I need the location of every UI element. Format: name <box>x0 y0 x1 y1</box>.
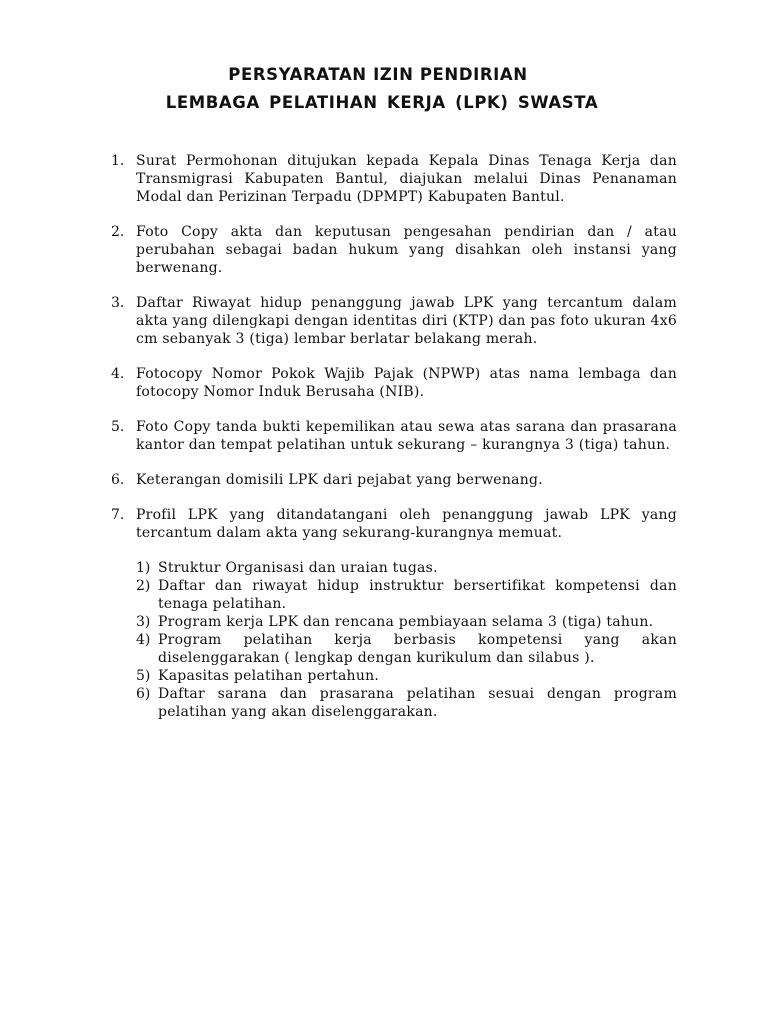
list-item-text: Surat Permohonan ditujukan kepada Kepala Dinas Tenaga Kerja dan Transmigrasi Kabupaten Bantul, diajukan melalui Dinas Penanaman Modal dan Perizinan Terpadu (DPMPT) Kabupaten Bantul. <box>136 153 677 205</box>
sublist-item-number: 5) <box>136 668 151 684</box>
list-item <box>111 294 677 348</box>
list-item-number: 5. <box>111 419 125 435</box>
list-item-text: Foto Copy akta dan keputusan pengesahan pendirian dan / atau perubahan sebagai badan hukum yang disahkan oleh instansi yang berwenang. <box>136 224 677 276</box>
list-item-number: 4. <box>111 366 125 382</box>
profile-contents-sublist <box>136 559 677 721</box>
sublist-item-number: 1) <box>136 560 151 576</box>
list-item-number: 2. <box>111 224 125 240</box>
list-item-text: Foto Copy tanda bukti kepemilikan atau sewa atas sarana dan prasarana kantor dan tempat pelatihan untuk sekurang – kurangnya 3 (tiga) tahun. <box>136 419 677 453</box>
sublist-item-number: 4) <box>136 632 151 648</box>
list-item-number: 1. <box>111 153 125 169</box>
sublist-item-number: 2) <box>136 578 151 594</box>
sublist-item <box>136 685 677 721</box>
list-item-text: Daftar Riwayat hidup penanggung jawab LPK yang tercantum dalam akta yang dilengkapi dengan identitas diri (KTP) dan pas foto ukuran 4x6 cm sebanyak 3 (tiga) lembar berlatar belakang merah. <box>136 295 677 347</box>
document-title-line-1: PERSYARATAN IZIN PENDIRIAN <box>228 65 528 84</box>
sublist-item-text: Program kerja LPK dan rencana pembiayaan selama 3 (tiga) tahun. <box>158 614 654 630</box>
sublist-item <box>136 631 677 667</box>
requirements-list <box>111 152 677 721</box>
list-item <box>111 471 677 489</box>
list-item-number: 7. <box>111 507 125 523</box>
sublist-item <box>136 667 677 685</box>
sublist-item-text: Daftar sarana dan prasarana pelatihan sesuai dengan program pelatihan yang akan diselenggarakan. <box>158 686 677 720</box>
sublist-item-text: Daftar dan riwayat hidup instruktur bersertifikat kompetensi dan tenaga pelatihan. <box>158 578 677 612</box>
document-title-line-2: LEMBAGA PELATIHAN KERJA (LPK) SWASTA <box>165 93 599 112</box>
sublist-item-number: 6) <box>136 686 151 702</box>
list-item <box>111 152 677 206</box>
list-item-text: Keterangan domisili LPK dari pejabat yang berwenang. <box>136 472 543 488</box>
sublist-item-number: 3) <box>136 614 151 630</box>
list-item-text: Fotocopy Nomor Pokok Wajib Pajak (NPWP) atas nama lembaga dan fotocopy Nomor Induk Berusaha (NIB). <box>136 366 677 400</box>
list-item <box>111 365 677 401</box>
sublist-item-text: Kapasitas pelatihan pertahun. <box>158 668 380 684</box>
sublist-item <box>136 613 677 631</box>
sublist-item-text: Program pelatihan kerja berbasis kompetensi yang akan diselenggarakan ( lengkap dengan kurikulum dan silabus ). <box>158 632 677 666</box>
list-item <box>111 418 677 454</box>
list-item-text: Profil LPK yang ditandatangani oleh penanggung jawab LPK yang tercantum dalam akta yang sekurang-kurangnya memuat. <box>136 507 677 541</box>
list-item <box>111 223 677 277</box>
sublist-item <box>136 559 677 577</box>
list-item-number: 6. <box>111 472 125 488</box>
list-item <box>111 506 677 721</box>
sublist-item <box>136 577 677 613</box>
sublist-item-text: Struktur Organisasi dan uraian tugas. <box>158 560 438 576</box>
list-item-number: 3. <box>111 295 125 311</box>
